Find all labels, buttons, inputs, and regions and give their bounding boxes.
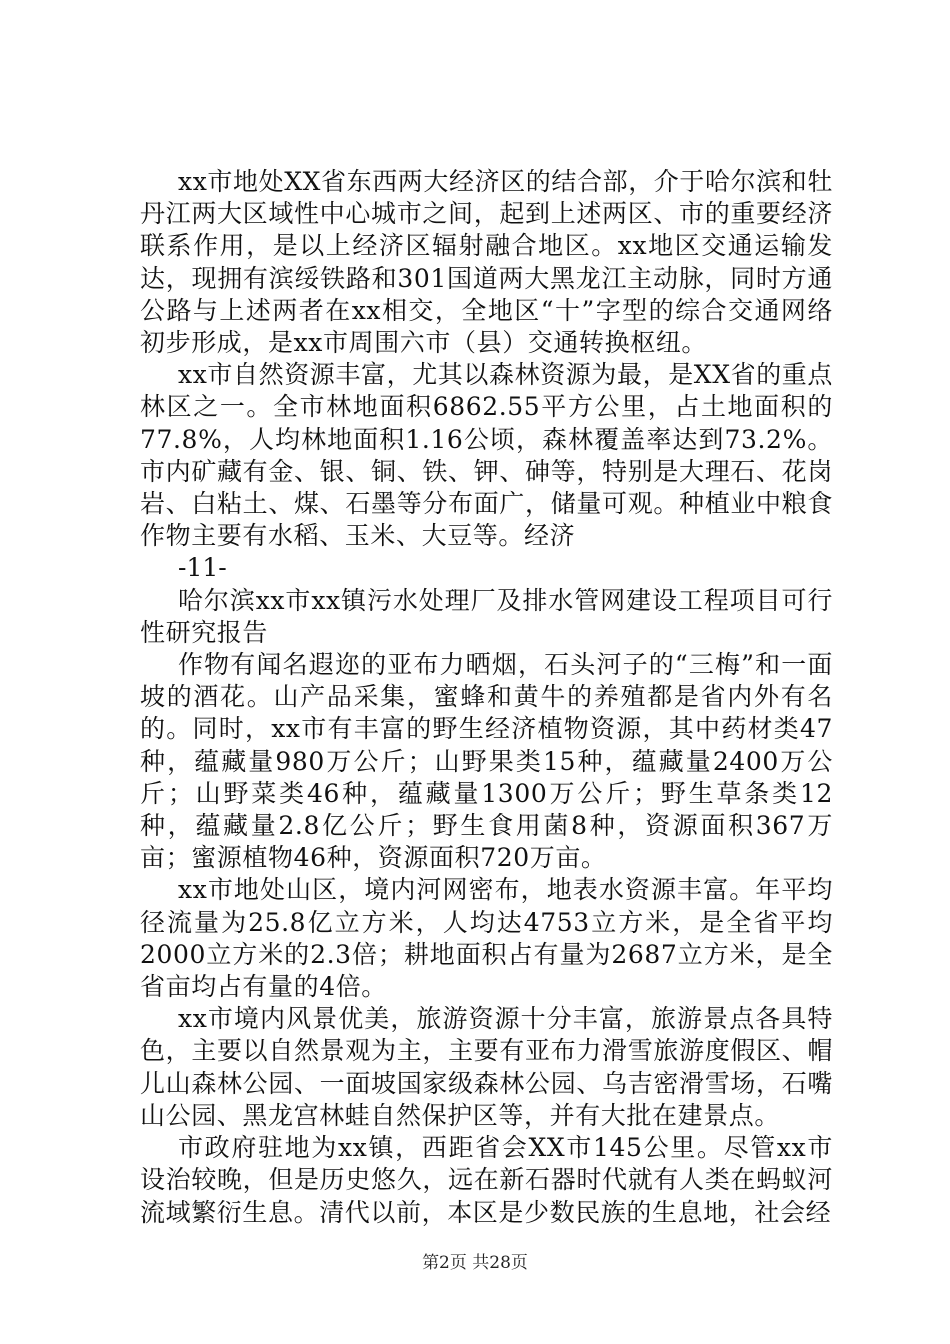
paragraph-tourism: xx市境内风景优美，旅游资源十分丰富，旅游景点各具特色，主要以自然景观为主，主要有亚布力滑雪旅游度假区、帽儿山森林公园、一面坡国家级森林公园、乌吉密滑雪场，石嘴山公园、黑龙宫林蛙自然保护区等，并有大批在建景点。: [140, 1004, 833, 1130]
paragraph-water-resources: xx市地处山区，境内河网密布，地表水资源丰富。年平均径流量为25.8亿立方米，人均达4753立方米，是全省平均2000立方米的2.3倍；耕地面积占有量为2687立方米，是全省亩均占有量的4倍。: [140, 875, 833, 1002]
report-title: 哈尔滨xx市xx镇污水处理厂及排水管网建设工程项目可行性研究报告: [140, 585, 833, 647]
document-body: [140, 166, 833, 1229]
paragraph-history: 市政府驻地为xx镇，西距省会XX市145公里。尽管xx市设治较晚，但是历史悠久，远在新石器时代就有人类在蚂蚁河流域繁衍生息。清代以前，本区是少数民族的生息地，社会经: [140, 1133, 833, 1227]
paragraph-crops-wild-plants: 作物有闻名遐迩的亚布力晒烟，石头河子的“三梅”和一面坡的酒花。山产品采集，蜜蜂和黄牛的养殖都是省内外有名的。同时，xx市有丰富的野生经济植物资源，其中药材类47种，蕴藏量980万公斤；山野果类15种，蕴藏量2400万公斤；山野菜类46种，蕴藏量1300万公斤；野生草条类12种，蕴藏量2.8亿公斤；野生食用菌8种，资源面积367万亩；蜜源植物46种，资源面积720万亩。: [140, 650, 833, 873]
paragraph-location: xx市地处XX省东西两大经济区的结合部，介于哈尔滨和牡丹江两大区域性中心城市之间，起到上述两区、市的重要经济联系作用，是以上经济区辐射融合地区。xx地区交通运输发达，现拥有滨绥铁路和301国道两大黑龙江主动脉，同时方通公路与上述两者在xx相交，全地区“十”字型的综合交通网络初步形成，是xx市周围六市（县）交通转换枢纽。: [140, 167, 833, 358]
page-footer: 第2页 共28页: [422, 1253, 528, 1273]
paragraph-natural-resources: xx市自然资源丰富，尤其以森林资源为最，是XX省的重点林区之一。全市林地面积6862.55平方公里，占土地面积的77.8%，人均林地面积1.16公顷，森林覆盖率达到73.2%。市内矿藏有金、银、铜、铁、钾、砷等，特别是大理石、花岗岩、白粘土、煤、石墨等分布面广，储量可观。种植业中粮食作物主要有水稻、玉米、大豆等。经济: [140, 360, 833, 551]
page-number-marker: -11-: [178, 553, 227, 583]
